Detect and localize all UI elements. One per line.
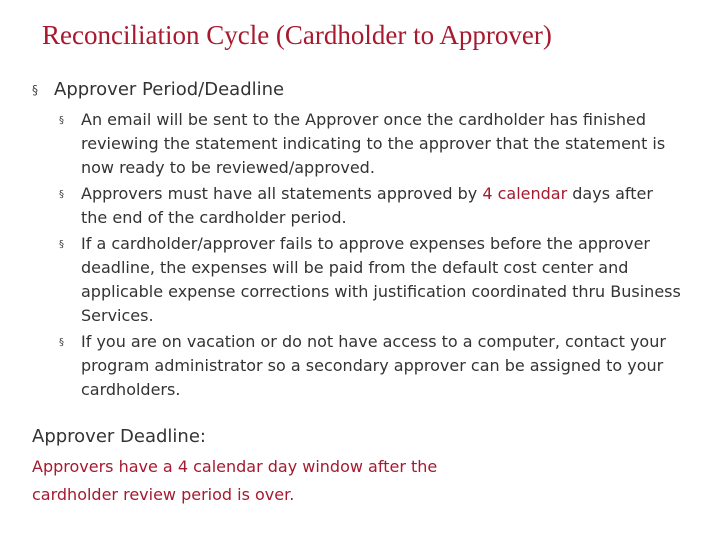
sub-bullet-text-before: Approvers must have all statements approved by xyxy=(81,184,483,203)
deadline-heading: Approver Deadline: xyxy=(32,426,206,447)
square-bullet-icon: § xyxy=(59,337,64,348)
sub-bullet-text: If a cardholder/approver fails to approve expenses before the approver deadline, the expenses will be paid from the default cost center and applicable expense corrections with justification coordinated thru Business Services. xyxy=(81,234,681,325)
main-bullet-label: Approver Period/Deadline xyxy=(54,79,285,100)
sub-bullet-text-after: days after the end of the cardholder period. xyxy=(81,184,653,227)
highlight-calendar-days: 4 calendar xyxy=(482,184,568,203)
sub-bullet-approval-window xyxy=(32,182,682,230)
square-bullet-icon: § xyxy=(32,83,38,97)
main-bullet xyxy=(32,78,682,102)
square-bullet-icon: § xyxy=(59,239,64,250)
sub-bullet-email xyxy=(32,108,682,180)
sub-bullet-missed-deadline xyxy=(32,232,682,328)
slide-title: Reconciliation Cycle (Cardholder to Approver) xyxy=(42,20,552,50)
sub-bullet-text: If you are on vacation or do not have access to a computer, contact your program administrator so a secondary approver can be assigned to your cardholders. xyxy=(81,332,666,399)
bullet-list xyxy=(32,78,682,404)
deadline-section xyxy=(32,425,682,509)
square-bullet-icon: § xyxy=(59,189,64,200)
sub-bullet-vacation xyxy=(32,330,682,402)
square-bullet-icon: § xyxy=(59,115,64,126)
deadline-text: Approvers have a 4 calendar day window after the cardholder review period is over. xyxy=(32,457,438,504)
sub-bullet-text: An email will be sent to the Approver once the cardholder has finished reviewing the statement indicating to the approver that the statement is now ready to be reviewed/approved. xyxy=(81,110,666,177)
sub-bullet-text xyxy=(81,184,653,227)
